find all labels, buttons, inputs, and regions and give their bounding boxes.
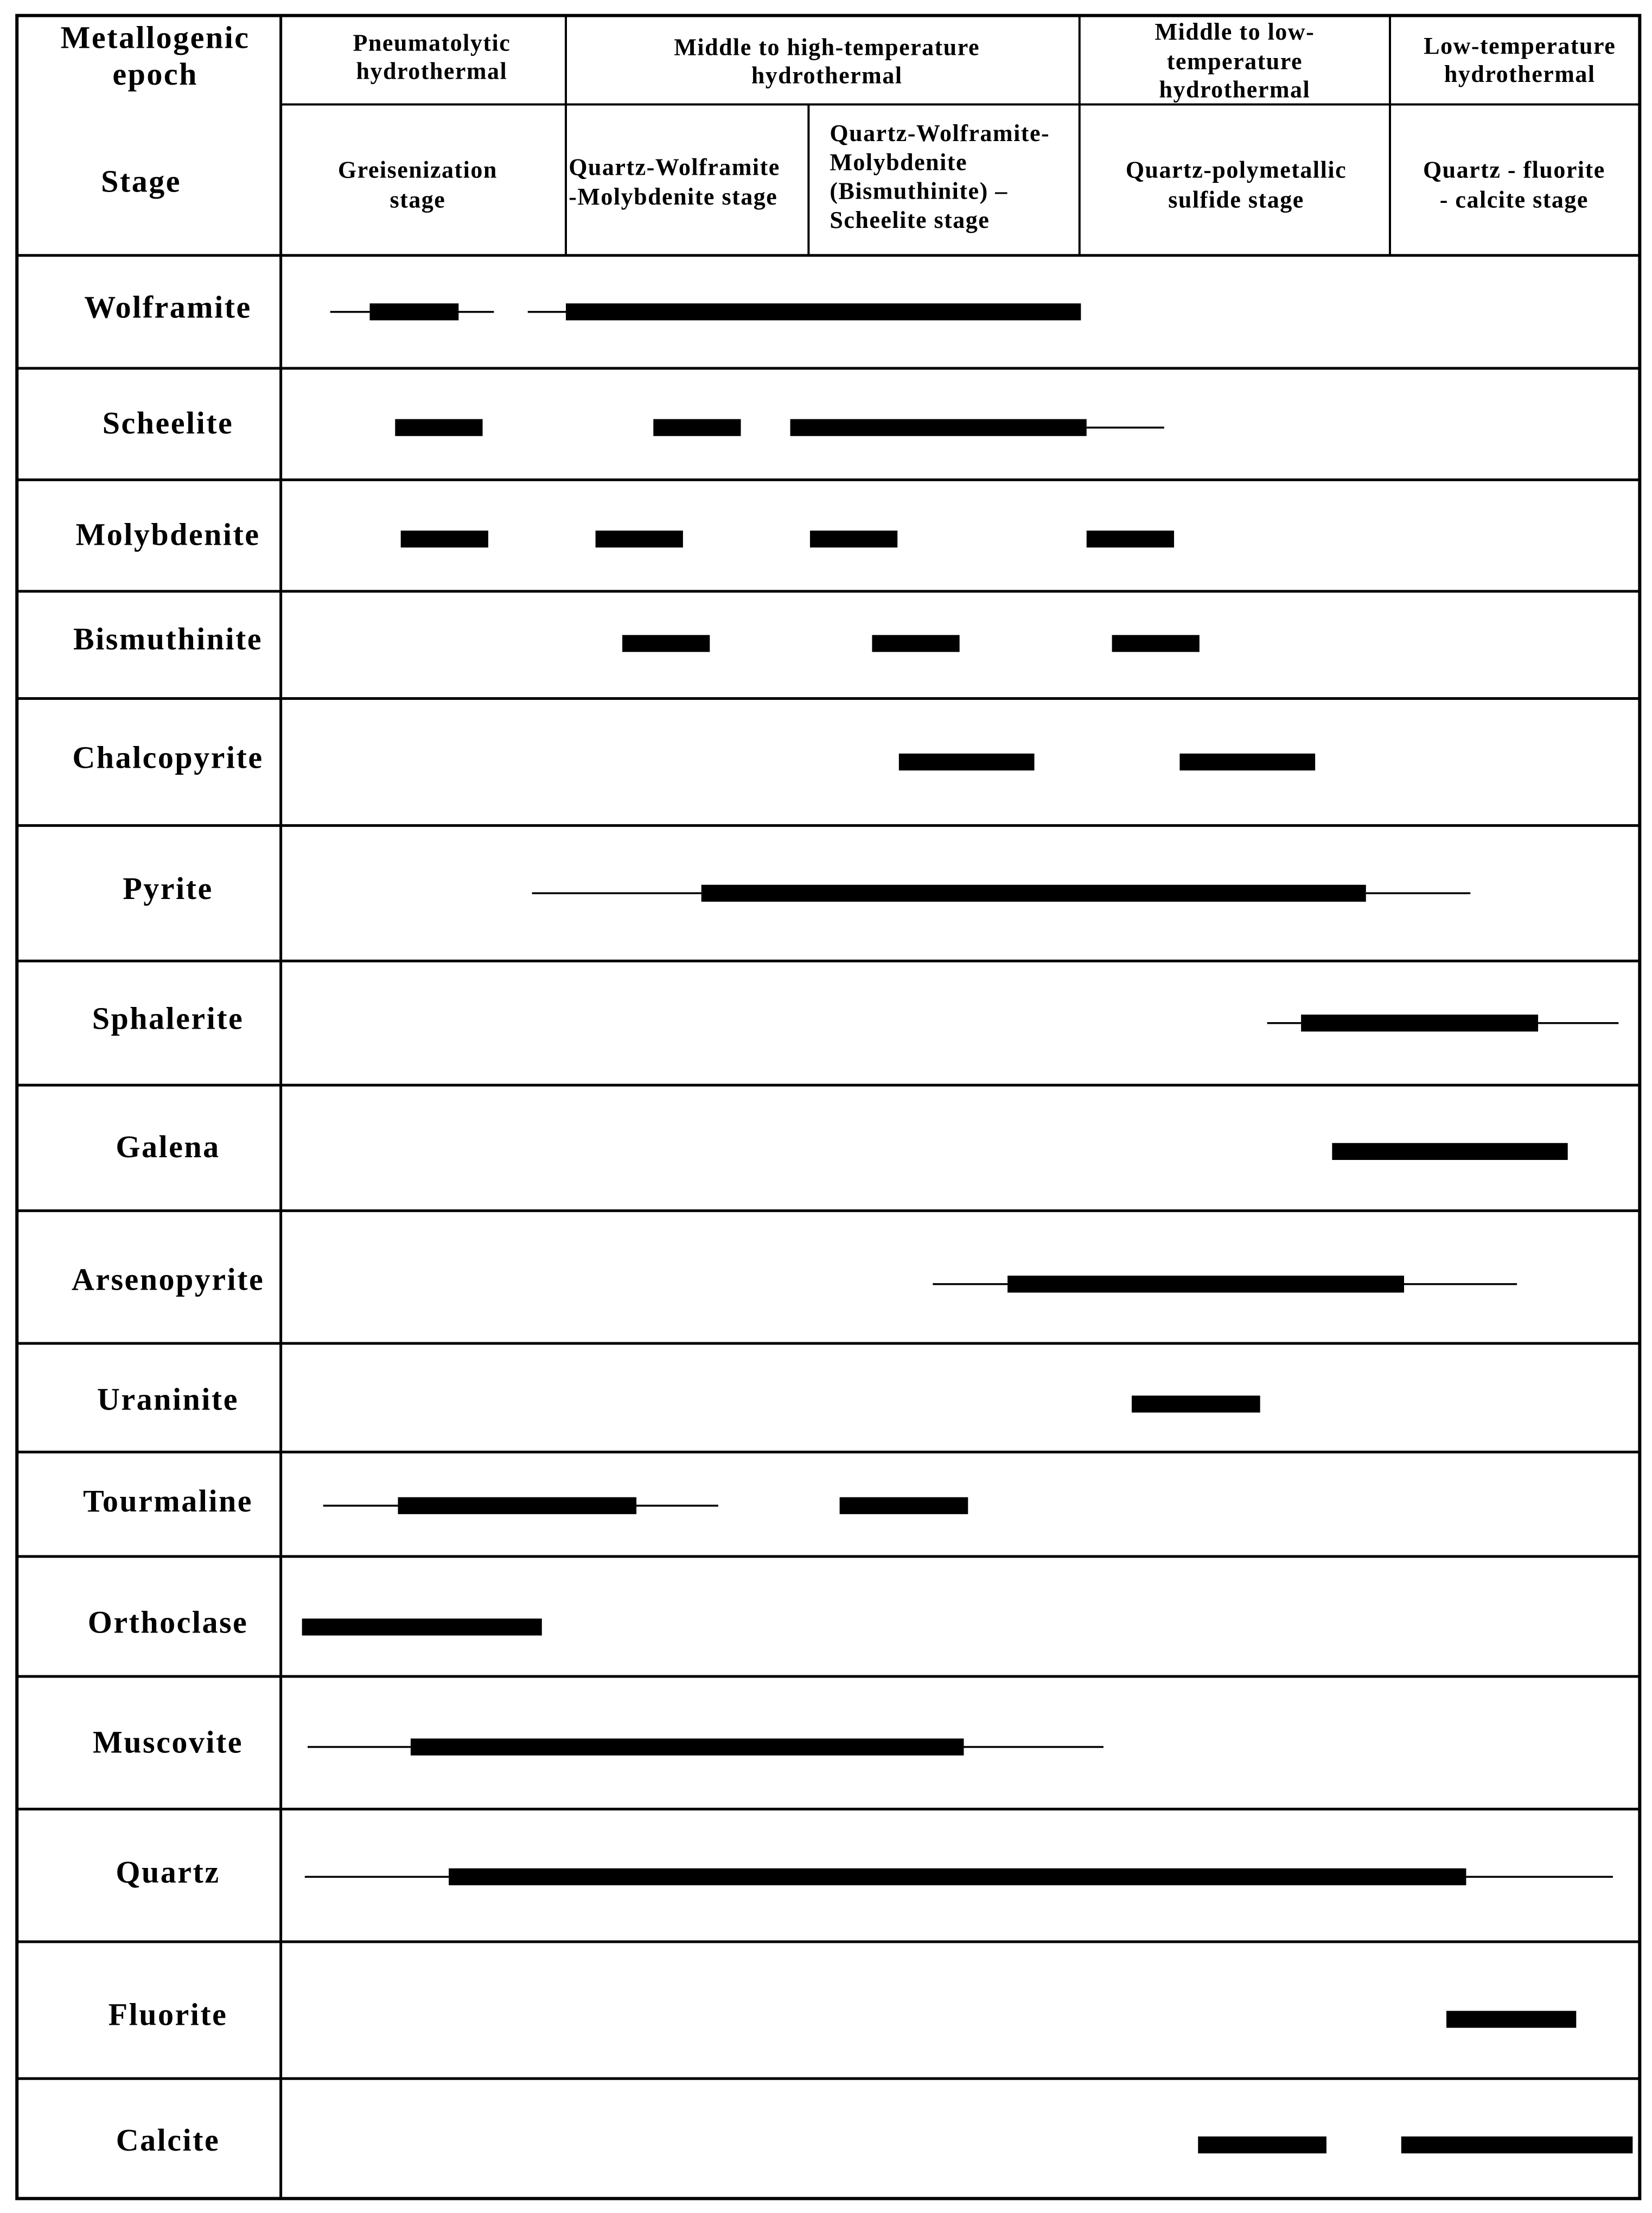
major-occurrence-bar	[1446, 2011, 1576, 2027]
major-occurrence-bar	[1132, 1395, 1260, 1412]
epoch-label-line: hydrothermal	[1159, 76, 1311, 103]
epoch-heading	[61, 20, 250, 92]
epoch-label	[1155, 18, 1315, 103]
stage-label-line: sulfide stage	[1168, 186, 1304, 213]
mineral-name: Calcite	[116, 2122, 220, 2158]
stage-label	[1423, 157, 1605, 213]
mineral-name: Sphalerite	[92, 1000, 244, 1036]
stage-label	[338, 157, 497, 213]
stage-label-line: (Bismuthinite) –	[830, 177, 1008, 205]
epoch-label-line: Middle to high-temperature	[674, 34, 980, 61]
mineral-row	[103, 405, 1164, 441]
mineral-name: Molybdenite	[75, 516, 260, 552]
mineral-name: Scheelite	[102, 405, 234, 441]
stage-label	[830, 120, 1050, 233]
stage-label-line: Quartz-Wolframite	[569, 154, 780, 181]
mineral-row	[73, 621, 1200, 656]
major-occurrence-bar	[401, 531, 488, 547]
mineral-row	[116, 1129, 1567, 1164]
stage-label-line: Greisenization	[337, 156, 497, 183]
mineral-row	[88, 1605, 542, 1640]
epoch-label-line: temperature	[1166, 48, 1303, 75]
major-occurrence-bar	[302, 1618, 542, 1635]
major-occurrence-bar	[701, 885, 1366, 902]
major-occurrence-bar	[872, 635, 959, 652]
epoch-label-line: hydrothermal	[356, 58, 508, 85]
stage-label-line: - calcite stage	[1439, 186, 1589, 213]
mineral-name: Fluorite	[108, 1997, 228, 2032]
stage-label-line: Molybdenite	[830, 149, 967, 176]
mineral-name: Orthoclase	[87, 1604, 248, 1640]
stage-label-line: stage	[390, 186, 446, 213]
mineral-name: Wolframite	[84, 289, 252, 325]
mineral-row	[97, 1382, 1260, 1417]
major-occurrence-bar	[411, 1738, 964, 1755]
epoch-heading-line: epoch	[112, 56, 198, 92]
mineral-name: Uraninite	[97, 1381, 239, 1417]
major-occurrence-bar	[398, 1497, 636, 1514]
major-occurrence-bar	[449, 1868, 1466, 1885]
mineral-name: Muscovite	[93, 1724, 244, 1760]
epoch-label-line: Pneumatolytic	[353, 29, 511, 56]
epoch-label-line: hydrothermal	[751, 62, 903, 89]
mineral-row	[116, 2122, 1633, 2158]
stage-label-line: Quartz-Wolframite-	[830, 120, 1050, 147]
major-occurrence-bar	[596, 531, 683, 547]
major-occurrence-bar	[810, 531, 897, 547]
stage-label	[569, 154, 780, 211]
major-occurrence-bar	[1198, 2137, 1326, 2153]
major-occurrence-bar	[1007, 1275, 1404, 1292]
mineral-row	[109, 1997, 1577, 2032]
mineral-row	[123, 871, 1470, 906]
mineral-name: Pyrite	[123, 871, 213, 907]
stage-label-line: -Molybdenite stage	[569, 183, 778, 211]
major-occurrence-bar	[899, 754, 1035, 770]
major-occurrence-bar	[395, 419, 482, 436]
mineral-name: Tourmaline	[83, 1483, 253, 1519]
mineral-row	[72, 739, 1315, 775]
major-occurrence-bar	[1087, 531, 1174, 547]
major-occurrence-bar	[1332, 1143, 1567, 1160]
mineral-name: Arsenopyrite	[71, 1261, 265, 1297]
epoch-label	[1424, 33, 1616, 87]
epoch-label	[674, 34, 980, 88]
epoch-label-line: hydrothermal	[1444, 60, 1596, 87]
stage-label-line: Quartz-polymetallic	[1125, 156, 1347, 183]
stage-label-line: Scheelite stage	[830, 207, 990, 234]
major-occurrence-bar	[622, 635, 710, 652]
stage-label-line: Quartz - fluorite	[1423, 156, 1605, 183]
mineral-row	[83, 1483, 968, 1519]
major-occurrence-bar	[1401, 2137, 1633, 2153]
major-occurrence-bar	[566, 303, 1081, 320]
mineral-row	[93, 1725, 1104, 1760]
mineral-row	[75, 516, 1174, 552]
mineral-row	[72, 1262, 1517, 1297]
epoch-heading-line: Metallogenic	[60, 20, 250, 55]
table-header	[61, 18, 1616, 233]
epoch-label-line: Middle to low-	[1155, 18, 1315, 45]
major-occurrence-bar	[1179, 754, 1315, 770]
major-occurrence-bar	[1301, 1015, 1538, 1031]
mineral-rows	[72, 290, 1633, 2158]
stage-heading: Stage	[101, 163, 182, 199]
mineral-name: Galena	[116, 1129, 220, 1165]
mineral-name: Bismuthinite	[73, 621, 263, 656]
stage-label	[1126, 157, 1347, 213]
major-occurrence-bar	[653, 419, 741, 436]
mineral-row	[92, 1000, 1619, 1036]
mineral-row	[84, 290, 1081, 325]
mineral-name: Quartz	[116, 1854, 220, 1890]
major-occurrence-bar	[840, 1497, 968, 1514]
epoch-label-line: Low-temperature	[1424, 32, 1616, 59]
major-occurrence-bar	[790, 419, 1087, 436]
mineral-name: Chalcopyrite	[72, 739, 264, 775]
major-occurrence-bar	[369, 303, 458, 320]
mineral-row	[116, 1854, 1613, 1890]
major-occurrence-bar	[1112, 635, 1200, 652]
epoch-label	[353, 30, 511, 85]
